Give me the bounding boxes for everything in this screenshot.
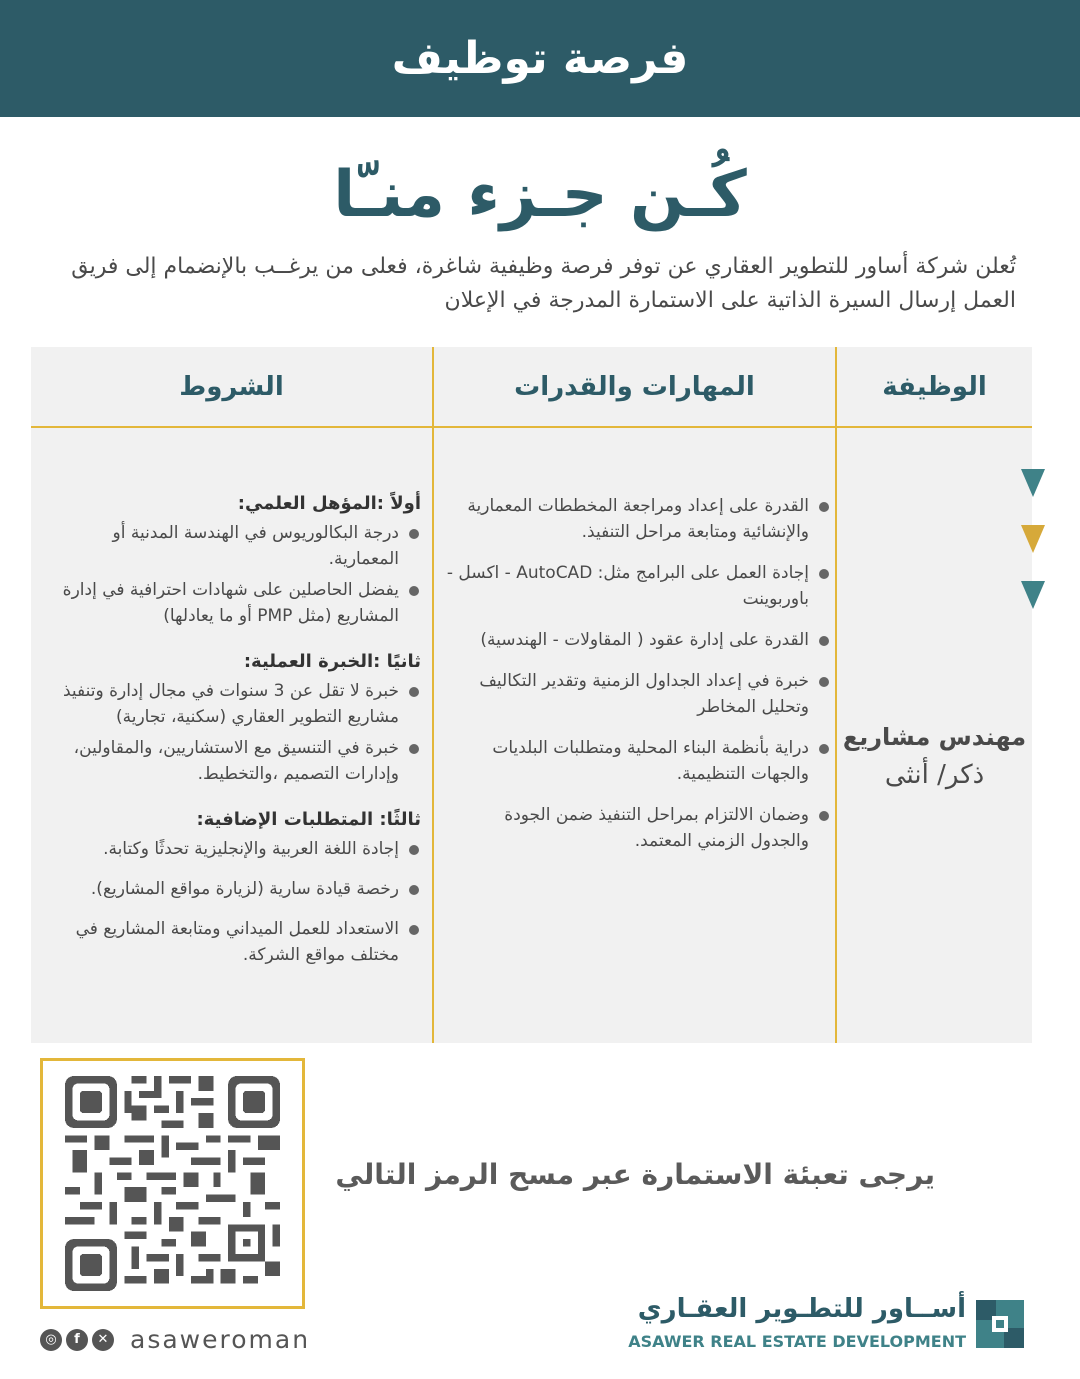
intro-text: تُعلن شركة أساور للتطوير العقاري عن توفر فرصة وظيفية شاغرة، فعلى من يرغــب بالإنضمام إلى فريق العمل إرسال السيرة الذاتية على الاستمارة المدرجة في الإعلان bbox=[71, 254, 1016, 313]
condition-item: يفضل الحاصلين على شهادات احترافية في إدارة المشاريع (مثل PMP أو ما يعادلها) bbox=[61, 577, 421, 629]
slogan: كُـن جـزء منـّا bbox=[333, 158, 747, 232]
condition-item: خبرة في التنسيق مع الاستشاريين، والمقاولين، وإدارات التصميم ،والتخطيط. bbox=[61, 735, 421, 787]
social-links bbox=[40, 1325, 310, 1354]
skill-item: خبرة في إعداد الجداول الزمنية وتقدير التكاليف وتحليل المخاطر bbox=[441, 668, 831, 720]
condition-item: خبرة لا تقل عن 3 سنوات في مجال إدارة وتنفيذ مشاريع التطوير العقاري (سكنية، تجارية) bbox=[61, 678, 421, 730]
skill-item: القدرة على إعداد ومراجعة المخططات المعمارية والإنشائية ومتابعة مراحل التنفيذ. bbox=[441, 493, 831, 545]
condition-heading: أولاً :المؤهل العلمي: bbox=[237, 493, 421, 514]
column-divider bbox=[432, 347, 434, 1043]
header-banner bbox=[0, 0, 1080, 117]
scan-instruction: يرجى تعبئة الاستمارة عبر مسح الرمز التالي bbox=[335, 1158, 935, 1191]
company-name-arabic: أســاور للتطـوير العقـاري bbox=[637, 1294, 966, 1324]
condition-item: الاستعداد للعمل الميداني ومتابعة المشاريع في مختلف مواقع الشركة. bbox=[61, 916, 421, 968]
qr-code-icon[interactable] bbox=[63, 1076, 282, 1291]
company-logo-icon bbox=[976, 1300, 1024, 1348]
job-cell bbox=[837, 719, 1032, 795]
triangle-decoration-gold bbox=[1021, 525, 1045, 553]
condition-heading: ثانيًا :الخبرة العملية: bbox=[243, 651, 421, 672]
condition-item: إجادة اللغة العربية والإنجليزية تحدثًا وكتابة. bbox=[61, 836, 421, 862]
condition-group-additional bbox=[61, 807, 421, 968]
header-title: فرصة توظيف bbox=[391, 33, 689, 84]
skill-item: وضمان الالتزام بمراحل التنفيذ ضمن الجودة والجدول الزمني المعتمد. bbox=[441, 802, 831, 854]
skill-item: إجادة العمل على البرامج مثل: AutoCAD - اكسل - باوربوينت bbox=[441, 560, 831, 612]
condition-item: درجة البكالوريوس في الهندسة المدنية أو المعمارية. bbox=[61, 520, 421, 572]
triangle-decoration-teal bbox=[1021, 581, 1045, 609]
condition-heading: ثالثًا: المتطلبات الإضافية: bbox=[196, 809, 421, 830]
job-gender: ذكر/ أنثى bbox=[884, 760, 985, 790]
skill-item: القدرة على إدارة عقود ( المقاولات - الهندسية) bbox=[441, 627, 831, 653]
column-divider bbox=[835, 347, 837, 1043]
header-job: الوظيفة bbox=[882, 371, 987, 402]
job-table bbox=[31, 347, 1032, 1043]
condition-item: رخصة قيادة سارية (لزيارة مواقع المشاريع). bbox=[61, 876, 421, 902]
condition-group-experience bbox=[61, 649, 421, 787]
header-conditions: الشروط bbox=[179, 371, 284, 402]
triangle-decoration-teal bbox=[1021, 469, 1045, 497]
condition-group-education bbox=[61, 491, 421, 629]
skill-item: دراية بأنظمة البناء المحلية ومتطلبات البلديات والجهات التنظيمية. bbox=[441, 735, 831, 787]
company-name-english: ASAWER REAL ESTATE DEVELOPMENT bbox=[628, 1332, 966, 1351]
header-skills: المهارات والقدرات bbox=[514, 371, 755, 402]
x-icon[interactable]: ✕ bbox=[92, 1329, 114, 1351]
social-handle[interactable]: asaweroman bbox=[130, 1325, 311, 1354]
qr-code-frame[interactable] bbox=[40, 1058, 305, 1309]
header-divider bbox=[31, 426, 1032, 428]
skills-list bbox=[441, 493, 831, 869]
job-title: مهندس مشاريع bbox=[842, 723, 1027, 751]
instagram-icon[interactable]: ◎ bbox=[40, 1329, 62, 1351]
facebook-icon[interactable]: f bbox=[66, 1329, 88, 1351]
conditions-cell bbox=[61, 491, 421, 988]
